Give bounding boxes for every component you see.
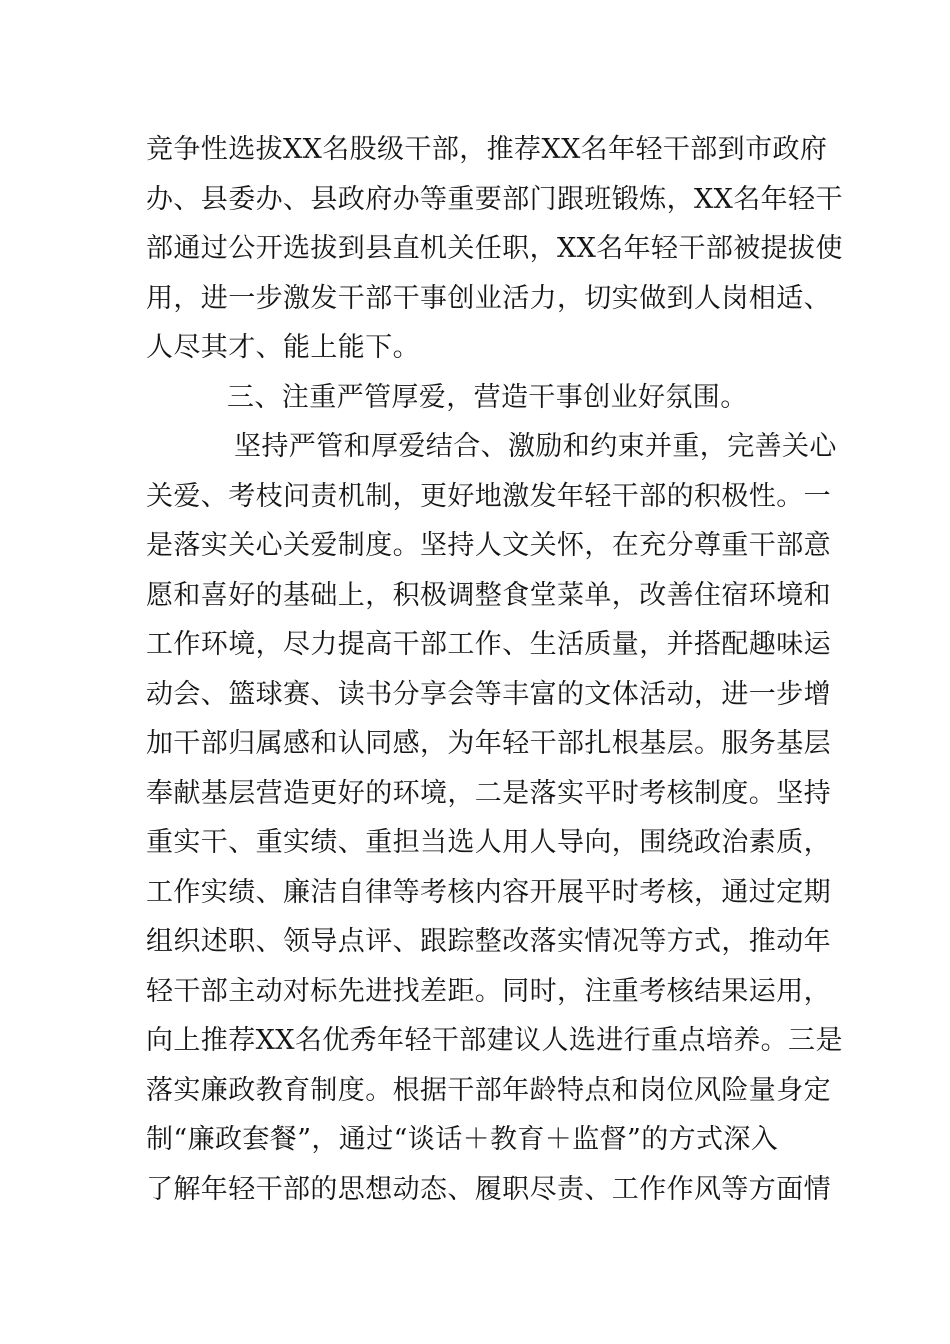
text-line: 向上推荐XX名优秀年轻干部建议人选进行重点培养。三是 bbox=[146, 1025, 843, 1056]
text-line: 轻干部主动对标先进找差距。同时，注重考核结果运用， bbox=[146, 975, 831, 1007]
text-line: 用，进一步激发干部干事创业活力，切实做到人岗相适、 bbox=[146, 282, 831, 314]
text-line: 工作环境，尽力提高干部工作、生活质量，并搭配趣味运 bbox=[146, 629, 831, 660]
text-line: 愿和喜好的基础上，积极调整食堂菜单，改善住宿环境和 bbox=[146, 579, 831, 611]
text-line: 落实廉政教育制度。根据干部年龄特点和岗位风险量身定 bbox=[146, 1074, 831, 1106]
text-line: 办、县委办、县政府办等重要部门跟班锻炼，XX名年轻干 bbox=[146, 183, 843, 215]
text-line: 坚持严管和厚爱结合、激励和约束并重，完善关心 bbox=[234, 431, 837, 462]
text-line: 部通过公开选拔到县直机关任职，XX名年轻干部被提拔使 bbox=[146, 233, 843, 264]
text-line: 动会、篮球赛、读书分享会等丰富的文体活动，进一步增 bbox=[146, 678, 831, 710]
text-line: 人尽其才、能上能下。 bbox=[146, 332, 420, 363]
text-line: 是落实关心关爱制度。坚持人文关怀，在充分尊重干部意 bbox=[146, 530, 831, 561]
text-line: 组织述职、领导点评、跟踪整改落实情况等方式，推动年 bbox=[146, 926, 831, 957]
text-line: 竞争性选拔XX名股级干部，推荐XX名年轻干部到市政府 bbox=[146, 134, 828, 165]
text-line: 奉献基层营造更好的环境，二是落实平时考核制度。坚持 bbox=[146, 777, 831, 809]
text-line: 加干部归属感和认同感，为年轻干部扎根基层。服务基层 bbox=[146, 728, 831, 759]
section-heading: 三、注重严管厚爱，营造干事创业好氛围。 bbox=[227, 381, 748, 413]
text-line: 了解年轻干部的思想动态、履职尽责、工作作风等方面情 bbox=[146, 1173, 831, 1205]
text-line: 重实干、重实绩、重担当选人用人导向，围绕政治素质， bbox=[146, 827, 831, 858]
text-line: 工作实绩、廉洁自律等考核内容开展平时考核，通过定期 bbox=[146, 876, 831, 908]
text-line: 关爱、考枝问责机制，更好地激发年轻干部的积极性。一 bbox=[146, 480, 831, 512]
text-line: 制“廉政套餐”，通过“谈话＋教育＋监督”的方式深入 bbox=[146, 1124, 779, 1155]
